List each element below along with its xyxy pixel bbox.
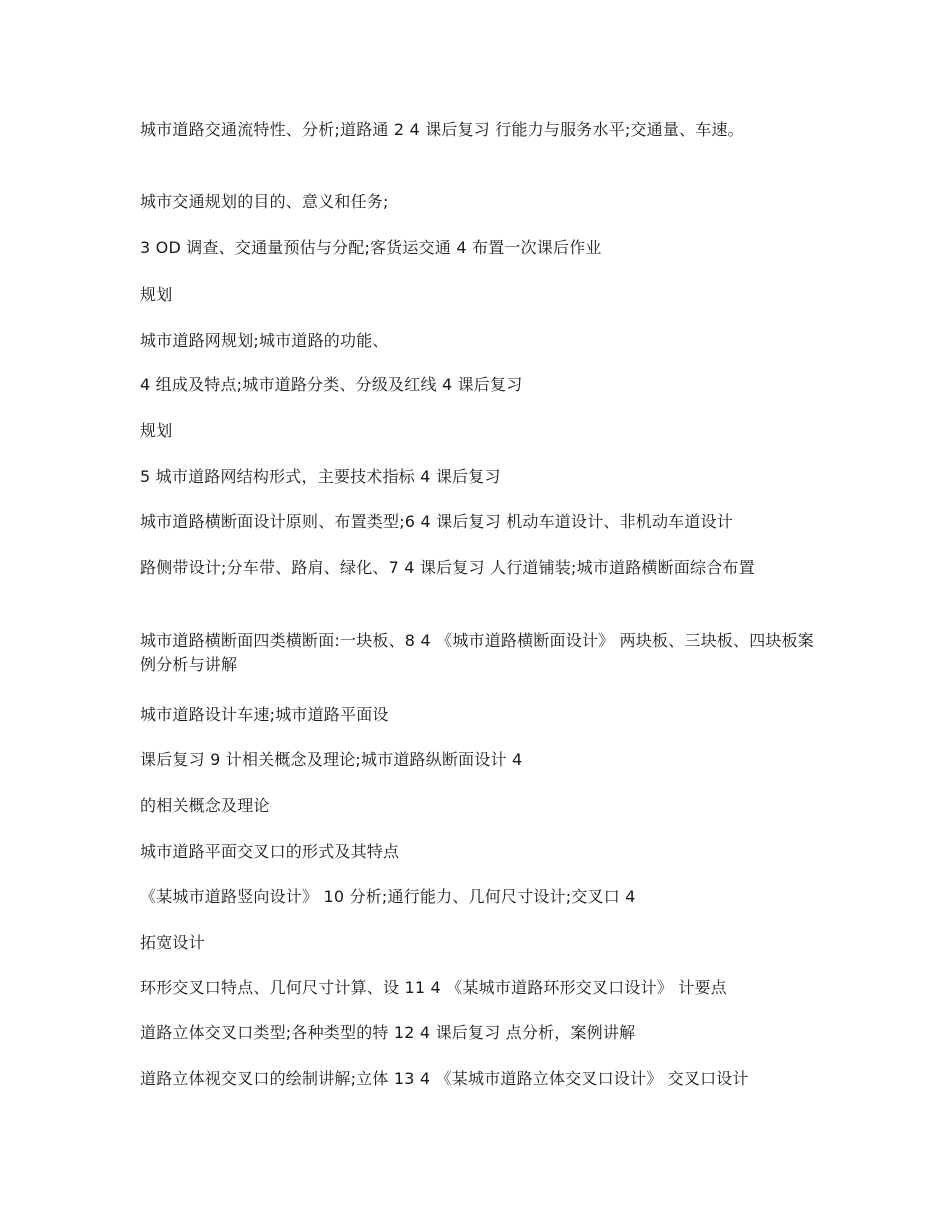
text-line: 道路立体交叉口类型;各种类型的特 12 4 课后复习 点分析，案例讲解 bbox=[140, 1023, 636, 1042]
text-line: 城市道路横断面四类横断面:一块板、8 4 《城市道路横断面设计》 两块板、三块板、四块板案例分析与讲解 bbox=[140, 631, 815, 674]
text-line: 城市交通规划的目的、意义和任务; bbox=[140, 192, 389, 211]
text-line: 规划 bbox=[140, 285, 173, 304]
text-line: 4 组成及特点;城市道路分类、分级及红线 4 课后复习 bbox=[140, 375, 523, 394]
text-line: 道路立体视交叉口的绘制讲解;立体 13 4 《某城市道路立体交叉口设计》 交叉口设计 bbox=[140, 1069, 749, 1088]
text-line: 路侧带设计;分车带、路肩、绿化、7 4 课后复习 人行道铺装;城市道路横断面综合布置 bbox=[140, 558, 755, 577]
text-line: 3 OD 调查、交通量预估与分配;客货运交通 4 布置一次课后作业 bbox=[140, 238, 602, 257]
text-line: 城市道路横断面设计原则、布置类型;6 4 课后复习 机动车道设计、非机动车道设计 bbox=[140, 512, 734, 531]
text-line: 城市道路设计车速;城市道路平面设 bbox=[140, 705, 389, 724]
text-line: 课后复习 9 计相关概念及理论;城市道路纵断面设计 4 bbox=[140, 750, 523, 769]
text-line: 的相关概念及理论 bbox=[140, 796, 270, 815]
text-line: 《某城市道路竖向设计》 10 分析;通行能力、几何尺寸设计;交叉口 4 bbox=[140, 887, 636, 906]
text-line: 5 城市道路网结构形式，主要技术指标 4 课后复习 bbox=[140, 467, 501, 486]
text-line: 环形交叉口特点、几何尺寸计算、设 11 4 《某城市道路环形交叉口设计》 计要点 bbox=[140, 978, 727, 997]
text-line: 拓宽设计 bbox=[140, 933, 205, 952]
text-line: 城市道路交通流特性、分析;道路通 2 4 课后复习 行能力与服务水平;交通量、车速。 bbox=[140, 120, 744, 139]
text-line: 城市道路网规划;城市道路的功能、 bbox=[140, 331, 389, 350]
text-line: 规划 bbox=[140, 421, 173, 440]
text-line: 城市道路平面交叉口的形式及其特点 bbox=[140, 842, 400, 861]
